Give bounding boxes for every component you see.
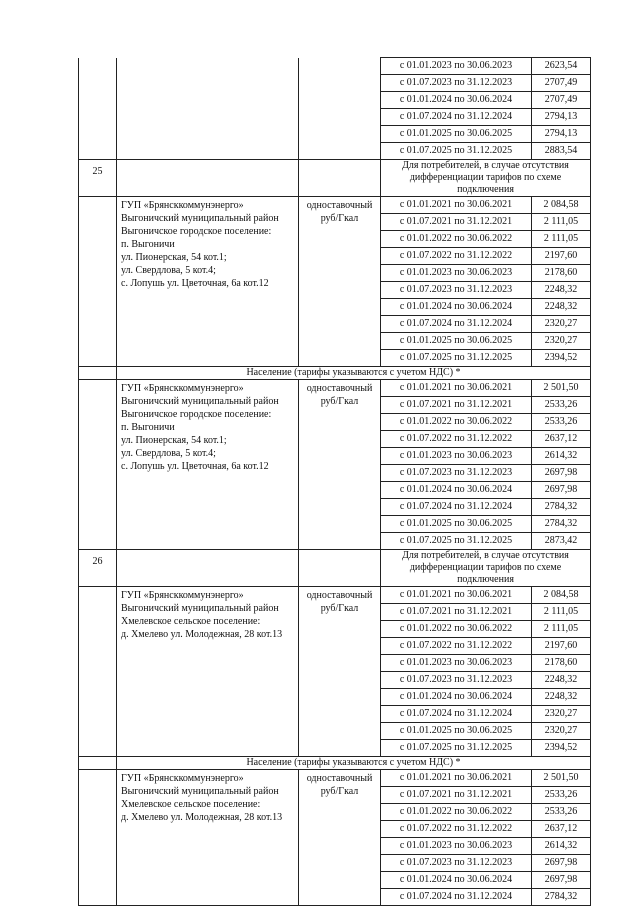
value-cell: 2784,32 — [532, 499, 591, 516]
entry-header-blank — [117, 550, 299, 587]
value-cell: 2 111,05 — [532, 231, 591, 248]
value-cell: 2394,52 — [532, 740, 591, 757]
value-cell: 2637,12 — [532, 821, 591, 838]
organization-cell: ГУП «Брянсккоммунэнерго» Выгоничский муниципальный район Выгоничское городское поселение: п. Выгоничи ул. Пионерская, 54 кот.1; ул. Свердлова, 5 кот.4; с. Лопушь ул. Цветочная, 6а кот.12 — [117, 380, 299, 550]
period-cell: с 01.07.2022 по 31.12.2022 — [381, 248, 532, 265]
value-cell: 2883,54 — [532, 143, 591, 160]
period-cell: с 01.01.2025 по 30.06.2025 — [381, 723, 532, 740]
period-cell: с 01.07.2022 по 31.12.2022 — [381, 431, 532, 448]
period-cell: с 01.07.2023 по 31.12.2023 — [381, 855, 532, 872]
period-cell: с 01.01.2025 по 30.06.2025 — [381, 516, 532, 533]
entry-header-blank — [299, 160, 381, 197]
value-cell: 2248,32 — [532, 282, 591, 299]
value-cell: 2794,13 — [532, 109, 591, 126]
value-cell: 2637,12 — [532, 431, 591, 448]
entry-header-row — [79, 550, 591, 587]
value-cell: 2320,27 — [532, 706, 591, 723]
period-cell: с 01.01.2021 по 30.06.2021 — [381, 197, 532, 214]
value-cell: 2533,26 — [532, 397, 591, 414]
org-cell — [117, 58, 299, 160]
period-cell: с 01.01.2024 по 30.06.2024 — [381, 872, 532, 889]
period-cell: с 01.01.2023 по 30.06.2023 — [381, 448, 532, 465]
value-cell: 2 084,58 — [532, 197, 591, 214]
table-row — [79, 380, 591, 397]
period-cell: с 01.01.2023 по 30.06.2023 — [381, 655, 532, 672]
table-row — [79, 58, 591, 75]
period-cell: с 01.07.2021 по 31.12.2021 — [381, 604, 532, 621]
value-cell: 2697,98 — [532, 482, 591, 499]
value-cell: 2614,32 — [532, 448, 591, 465]
number-cell — [79, 58, 117, 160]
period-cell: с 01.01.2023 по 30.06.2023 — [381, 265, 532, 282]
tariff-unit-cell: одноставочный руб/Гкал — [299, 770, 381, 906]
tariff-table — [78, 57, 591, 906]
value-cell: 2784,32 — [532, 889, 591, 906]
number-blank — [79, 770, 117, 906]
value-cell: 2794,13 — [532, 126, 591, 143]
tariff-document-page — [78, 57, 590, 906]
period-cell: с 01.01.2022 по 30.06.2022 — [381, 414, 532, 431]
value-cell: 2614,32 — [532, 838, 591, 855]
number-blank — [79, 380, 117, 550]
period-cell: с 01.07.2023 по 31.12.2023 — [381, 465, 532, 482]
period-cell: с 01.07.2024 по 31.12.2024 — [381, 889, 532, 906]
tariff-table-body — [79, 58, 591, 906]
entry-header-blank — [117, 160, 299, 197]
value-cell: 2 111,05 — [532, 214, 591, 231]
value-cell: 2 111,05 — [532, 621, 591, 638]
period-cell: с 01.01.2022 по 30.06.2022 — [381, 804, 532, 821]
period-cell: с 01.01.2024 по 30.06.2024 — [381, 689, 532, 706]
period-cell: с 01.07.2024 по 31.12.2024 — [381, 706, 532, 723]
period-cell: с 01.07.2025 по 31.12.2025 — [381, 143, 532, 160]
period-cell: с 01.07.2024 по 31.12.2024 — [381, 109, 532, 126]
population-header-row — [79, 367, 591, 380]
period-cell: с 01.01.2021 по 30.06.2021 — [381, 587, 532, 604]
number-blank — [79, 587, 117, 757]
value-cell: 2197,60 — [532, 638, 591, 655]
period-cell: с 01.07.2023 по 31.12.2023 — [381, 282, 532, 299]
value-cell: 2 501,50 — [532, 770, 591, 787]
period-cell: с 01.01.2024 по 30.06.2024 — [381, 92, 532, 109]
tariff-unit-cell: одноставочный руб/Гкал — [299, 380, 381, 550]
entry-header-blank — [299, 550, 381, 587]
period-cell: с 01.01.2025 по 30.06.2025 — [381, 126, 532, 143]
number-blank — [79, 367, 117, 380]
value-cell: 2873,42 — [532, 533, 591, 550]
value-cell: 2394,52 — [532, 350, 591, 367]
value-cell: 2533,26 — [532, 787, 591, 804]
period-cell: с 01.07.2021 по 31.12.2021 — [381, 214, 532, 231]
period-cell: с 01.07.2025 по 31.12.2025 — [381, 350, 532, 367]
value-cell: 2178,60 — [532, 655, 591, 672]
value-cell: 2248,32 — [532, 672, 591, 689]
entry-header-row — [79, 160, 591, 197]
entry-number: 26 — [79, 550, 117, 587]
population-header-row — [79, 757, 591, 770]
period-cell: с 01.07.2021 по 31.12.2021 — [381, 397, 532, 414]
value-cell: 2248,32 — [532, 689, 591, 706]
consumers-header: Для потребителей, в случае отсутствия дифференциации тарифов по схеме подключения — [381, 160, 591, 197]
value-cell: 2178,60 — [532, 265, 591, 282]
value-cell: 2697,98 — [532, 855, 591, 872]
period-cell: с 01.01.2024 по 30.06.2024 — [381, 482, 532, 499]
value-cell: 2533,26 — [532, 414, 591, 431]
value-cell: 2 501,50 — [532, 380, 591, 397]
period-cell: с 01.01.2023 по 30.06.2023 — [381, 838, 532, 855]
period-cell: с 01.01.2025 по 30.06.2025 — [381, 333, 532, 350]
value-cell: 2707,49 — [532, 92, 591, 109]
value-cell: 2248,32 — [532, 299, 591, 316]
value-cell: 2707,49 — [532, 75, 591, 92]
period-cell: с 01.01.2024 по 30.06.2024 — [381, 299, 532, 316]
population-header: Население (тарифы указываются с учетом НДС) * — [117, 367, 591, 380]
tariff-unit-cell: одноставочный руб/Гкал — [299, 587, 381, 757]
period-cell: с 01.01.2021 по 30.06.2021 — [381, 770, 532, 787]
period-cell: с 01.01.2022 по 30.06.2022 — [381, 621, 532, 638]
period-cell: с 01.07.2022 по 31.12.2022 — [381, 821, 532, 838]
organization-cell: ГУП «Брянсккоммунэнерго» Выгоничский муниципальный район Хмелевское сельское поселение: д. Хмелево ул. Молодежная, 28 кот.13 — [117, 770, 299, 906]
period-cell: с 01.07.2022 по 31.12.2022 — [381, 638, 532, 655]
period-cell: с 01.07.2024 по 31.12.2024 — [381, 316, 532, 333]
period-cell: с 01.07.2025 по 31.12.2025 — [381, 533, 532, 550]
population-header: Население (тарифы указываются с учетом НДС) * — [117, 757, 591, 770]
value-cell: 2320,27 — [532, 316, 591, 333]
period-cell: с 01.07.2021 по 31.12.2021 — [381, 787, 532, 804]
entry-number: 25 — [79, 160, 117, 197]
value-cell: 2197,60 — [532, 248, 591, 265]
value-cell: 2697,98 — [532, 872, 591, 889]
table-row — [79, 587, 591, 604]
value-cell: 2320,27 — [532, 333, 591, 350]
table-row — [79, 770, 591, 787]
tariff-unit-cell: одноставочный руб/Гкал — [299, 197, 381, 367]
period-cell: с 01.01.2021 по 30.06.2021 — [381, 380, 532, 397]
value-cell: 2 084,58 — [532, 587, 591, 604]
table-row — [79, 197, 591, 214]
unit-cell — [299, 58, 381, 160]
period-cell: с 01.07.2023 по 31.12.2023 — [381, 672, 532, 689]
value-cell: 2623,54 — [532, 58, 591, 75]
value-cell: 2 111,05 — [532, 604, 591, 621]
period-cell: с 01.07.2023 по 31.12.2023 — [381, 75, 532, 92]
value-cell: 2320,27 — [532, 723, 591, 740]
consumers-header: Для потребителей, в случае отсутствия дифференциации тарифов по схеме подключения — [381, 550, 591, 587]
organization-cell: ГУП «Брянсккоммунэнерго» Выгоничский муниципальный район Хмелевское сельское поселение: д. Хмелево ул. Молодежная, 28 кот.13 — [117, 587, 299, 757]
value-cell: 2533,26 — [532, 804, 591, 821]
value-cell: 2697,98 — [532, 465, 591, 482]
period-cell: с 01.07.2025 по 31.12.2025 — [381, 740, 532, 757]
period-cell: с 01.07.2024 по 31.12.2024 — [381, 499, 532, 516]
number-blank — [79, 197, 117, 367]
organization-cell: ГУП «Брянсккоммунэнерго» Выгоничский муниципальный район Выгоничское городское поселение: п. Выгоничи ул. Пионерская, 54 кот.1; ул. Свердлова, 5 кот.4; с. Лопушь ул. Цветочная, 6а кот.12 — [117, 197, 299, 367]
period-cell: с 01.01.2022 по 30.06.2022 — [381, 231, 532, 248]
value-cell: 2784,32 — [532, 516, 591, 533]
number-blank — [79, 757, 117, 770]
period-cell: с 01.01.2023 по 30.06.2023 — [381, 58, 532, 75]
